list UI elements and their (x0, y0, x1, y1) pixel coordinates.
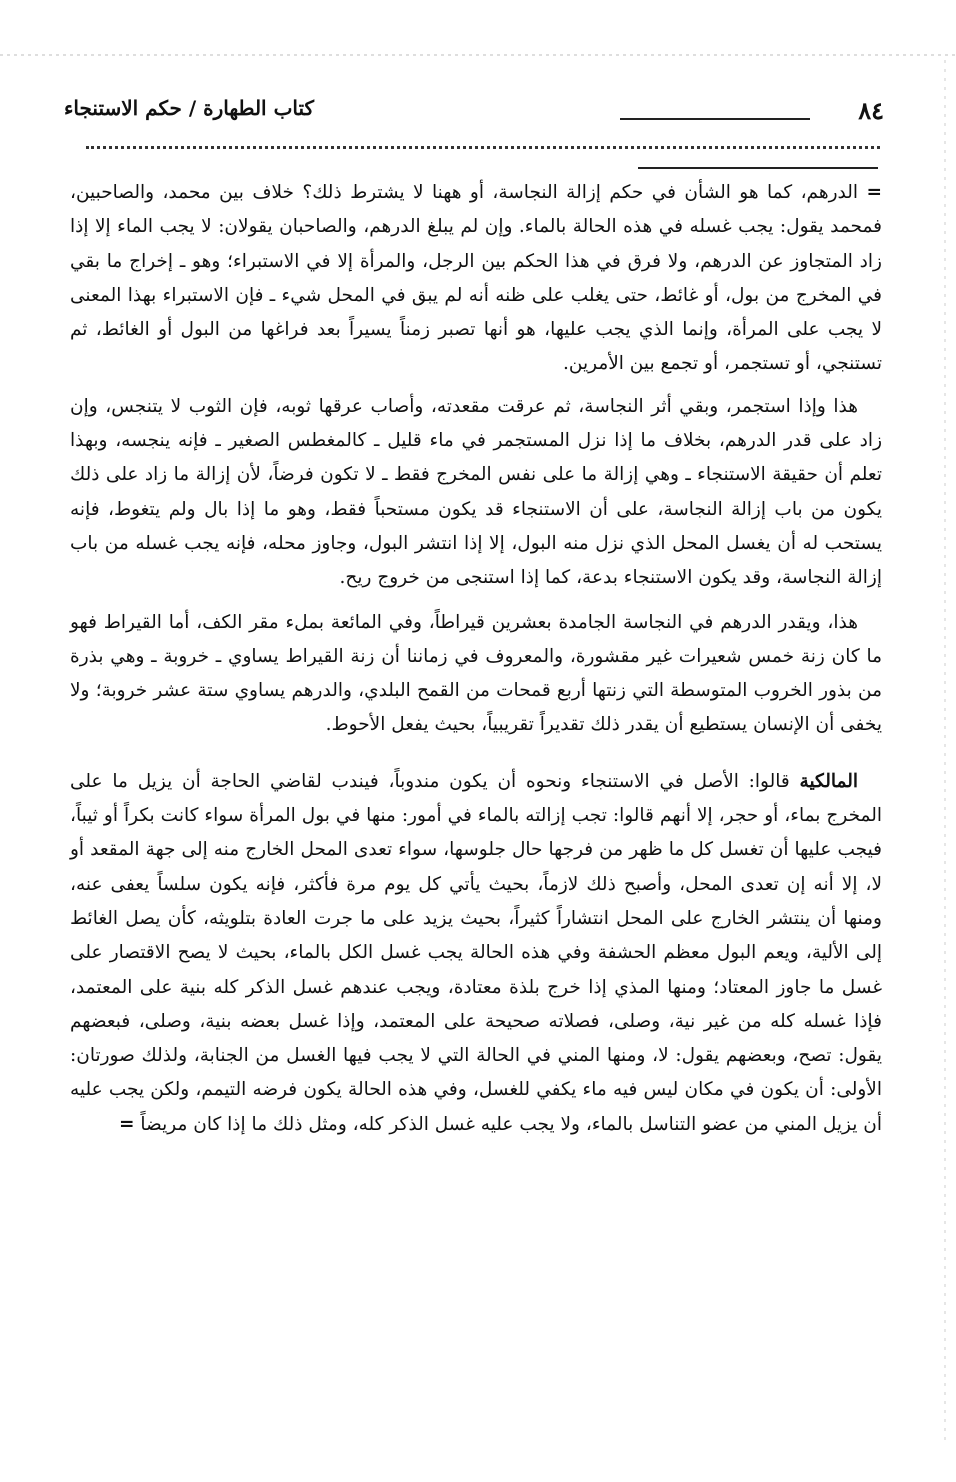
scan-edge-right (944, 60, 946, 1440)
dotted-rule (86, 146, 880, 149)
page-body (70, 176, 882, 1142)
header-rule (620, 118, 810, 120)
paragraph-2: هذا وإذا استجمر، وبقي أثر النجاسة، ثم عرقت مقعدته، وأصاب عرقها ثوبه، فإن الثوب لا يتنجس، وإن زاد على قدر الدرهم، بخلاف ما إذا نزل المستجمر في ماء قليل ـ كالمغطس الصغير ـ فإنه ينجسه، وبهذا تعلم أن حقيقة الاستنجاء ـ وهي إزالة ما على نفس المخرج فقط ـ لا تكون فرضاً، لأن إزالة ما زاد على ذلك يكون من باب إزالة النجاسة، على أن الاستنجاء قد يكون مستحباً فقط، وهو ما إذا بال ولم يتغوط، فإنه يستحب له أن يغسل المحل الذي نزل منه البول، إلا إذا انتشر البول، وجاوز محله، فإنه يجب غسله من باب إزالة النجاسة، وقد يكون الاستنجاء بدعة، كما إذا استنجى من خروج ريح. (70, 395, 882, 589)
page-number: ٨٤ (858, 96, 884, 125)
paragraph-3: هذا، ويقدر الدرهم في النجاسة الجامدة بعشرين قيراطاً، وفي المائعة بملء مقر الكف، أما القيراط فهو ما كان زنة خمس شعيرات غير مقشورة، والمعروف في زماننا أن زنة القيراط يساوي ـ خروبة ـ وهي بذرة من بذور الخروب المتوسطة التي زنتها أربع قمحات من القمح البلدي، والدرهم يساوي ستة عشر خروبة؛ ولا يخفى أن الإنسان يستطيع أن يقدر ذلك تقديراً تقريبياً، بحيث يفعل الأحوط. (70, 611, 882, 736)
paragraph-1 (70, 176, 882, 382)
paragraph-1-text: الدرهم، كما هو الشأن في حكم إزالة النجاسة، أو ههنا لا يشترط ذلك؟ خلاف بين محمد، والصاحبين، فمحمد يقول: يجب غسله في هذه الحالة بالماء. وإن لم يبلغ الدرهم، والصاحبان يقولان: لا يجب الماء إلا إذا زاد المتجاوز عن الدرهم، ولا فرق في هذا الحكم بين الرجل، والمرأة إلا في الاستبراء؛ وهو ـ إخراج ما بقي في المخرج من بول، أو غائط، حتى يغلب على ظنه أنه لم يبق في المحل شيء ـ فإن الاستبراء بهذا المعنى لا يجب على المرأة، وإنما الذي يجب عليها، هو أنها تصبر زمناً يسيراً بعد فراغها من البول أو الغائط، ثم تستنجي، أو تستجمر، أو تجمع بين الأمرين. (70, 182, 882, 375)
running-title: كتاب الطهارة / حكم الاستنجاء (64, 96, 315, 120)
scan-edge-top (0, 54, 956, 56)
page-header (60, 88, 890, 128)
paragraph-4 (70, 765, 882, 1142)
school-term: المالكية (799, 770, 858, 792)
continuation-out-mark: = (119, 1113, 135, 1135)
continuation-in-mark: = (866, 182, 882, 203)
paragraph-4-text: قالوا: الأصل في الاستنجاء ونحوه أن يكون مندوباً، فيندب لقاضي الحاجة أن يزيل ما على المخرج بماء، أو حجر، إلا أنهم قالوا: تجب إزالته بالماء في أمور: منها في بول المرأة سواء كانت بكراً أو ثيباً، فيجب عليها أن تغسل كل ما ظهر من فرجها حال جلوسها، سواء تعدى المحل الخارج منه إلى جهة المقعد أو لا، إلا أنه إن تعدى المحل، وأصبح ذلك لازماً، بحيث يأتي كل يوم مرة فأكثر، فإنه يكون سلساً يعفى عنه، ومنها أن ينتشر الخارج على المحل انتشاراً كثيراً، بحيث يزيد على ما جرت العادة بتلويثه، كأن يصل الغائط إلى الألية، ويعم البول معظم الحشفة وفي هذه الحالة يجب غسل الكل بالماء، بحيث لا يصح الاقتصار على غسل ما جاوز المعتاد؛ ومنها المذي إذا خرج بلذة معتادة، ويجب عندهم غسل الذكر كله بنية على المعتمد، فإذا غسله كله من غير نية، وصلى، فصلاته صحيحة على المعتمد، وإذا غسل بعضه بنية، وصلى، فبعضهم يقول: تصح، وبعضهم يقول: لا، ومنها المني في الحالة التي لا يجب فيها الغسل من الجنابة، ولذلك صورتان: الأولى: أن يكون في مكان ليس فيه ماء يكفي للغسل، وفي هذه الحالة يكون فرضه التيمم، ولكن يجب عليه أن يزيل المني من عضو التناسل بالماء، ولا يجب عليه غسل الذكر كله، ومثل ذلك ما إذا كان مريضاً (70, 770, 882, 1135)
footnote-rule (638, 167, 878, 169)
